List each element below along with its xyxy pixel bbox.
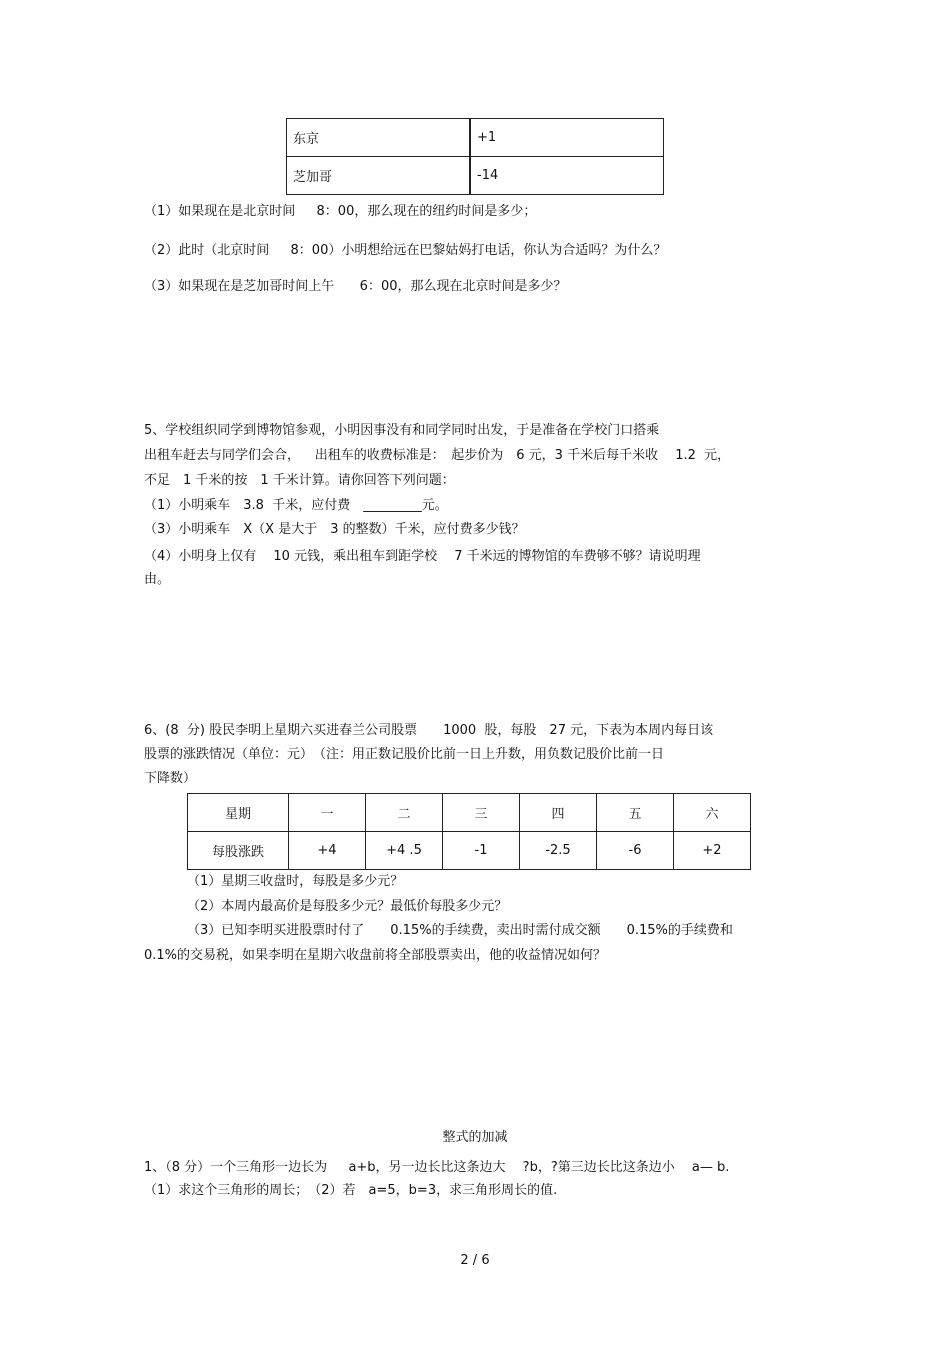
q5-sub1: （1）小明乘车 3.8 千米，应付费 _________元。 (144, 498, 448, 513)
table-row (287, 157, 664, 195)
value-cell: +4 .5 (366, 832, 443, 870)
page-number: 2 / 6 (460, 1253, 490, 1268)
q5-sub4-line2: 由。 (144, 572, 171, 587)
q4-sub1: （1）如果现在是北京时间 8：00，那么现在的纽约时间是多少； (144, 204, 537, 219)
stock-change-table (187, 793, 751, 870)
q4-sub3: （3）如果现在是芝加哥时间上午 6：00，那么现在北京时间是多少？ (144, 279, 567, 294)
header-cell: 五 (597, 794, 674, 832)
q5-line3: 不足 1 千米的按 1 千米计算。请你回答下列问题： (144, 473, 455, 488)
timezone-table (286, 118, 664, 195)
q4-sub2: （2）此时（北京时间 8：00）小明想给远在巴黎姑妈打电话，你认为合适吗？为什么？ (144, 243, 667, 258)
q5-sub4-line1: （4）小明身上仅有 10 元钱，乘出租车到距学校 7 千米远的博物馆的车费够不够？请说明理 (144, 549, 701, 564)
table-row (188, 832, 751, 870)
row-label-cell: 每股涨跌 (188, 832, 289, 870)
section-title: 整式的加减 (442, 1130, 508, 1145)
value-cell: -6 (597, 832, 674, 870)
header-cell: 六 (674, 794, 751, 832)
header-cell: 二 (366, 794, 443, 832)
q6-line1: 6、(8 分) 股民李明上星期六买进春兰公司股票 1000 股，每股 27 元，下表为本周内每日该 (144, 723, 714, 738)
city-cell: 东京 (287, 119, 471, 157)
header-cell: 星期 (188, 794, 289, 832)
section-q1-line1: 1、（8 分）一个三角形一边长为 a+b，另一边长比这条边大 ?b，?第三边长比这条边小 a— b. (144, 1160, 730, 1175)
header-cell: 四 (520, 794, 597, 832)
value-cell: -2.5 (520, 832, 597, 870)
table-row (287, 119, 664, 157)
q6-sub1: （1）星期三收盘时，每股是多少元？ (187, 874, 404, 889)
q6-sub2: （2）本周内最高价是每股多少元？最低价每股多少元？ (187, 899, 508, 914)
time-diff-cell: +1 (470, 119, 664, 157)
q6-line3: 下降数） (144, 771, 197, 786)
q5-sub3: （3）小明乘车 X（X 是大于 3 的整数）千米，应付费多少钱？ (144, 522, 525, 537)
value-cell: -1 (443, 832, 520, 870)
time-diff-cell: -14 (470, 157, 664, 195)
header-cell: 三 (443, 794, 520, 832)
q6-sub3-line1: （3）已知李明买进股票时付了 0.15%的手续费，卖出时需付成交额 0.15%的手续费和 (187, 923, 733, 938)
q6-line2: 股票的涨跌情况（单位：元） （注：用正数记股价比前一日上升数，用负数记股价比前一日 (144, 747, 665, 762)
q5-line2: 出租车赶去与同学们会合， 出租车的收费标准是： 起步价为 6 元，3 千米后每千米收 1.2 元， (144, 448, 731, 463)
table-header-row (188, 794, 751, 832)
city-cell: 芝加哥 (287, 157, 471, 195)
q5-line1: 5、学校组织同学到博物馆参观，小明因事没有和同学同时出发，于是准备在学校门口搭乘 (144, 423, 660, 438)
value-cell: +2 (674, 832, 751, 870)
q6-sub3-line2: 0.1%的交易税，如果李明在星期六收盘前将全部股票卖出，他的收益情况如何？ (144, 948, 607, 963)
header-cell: 一 (289, 794, 366, 832)
section-q1-line2: （1）求这个三角形的周长； （2）若 a=5，b=3，求三角形周长的值. (144, 1183, 558, 1198)
value-cell: +4 (289, 832, 366, 870)
